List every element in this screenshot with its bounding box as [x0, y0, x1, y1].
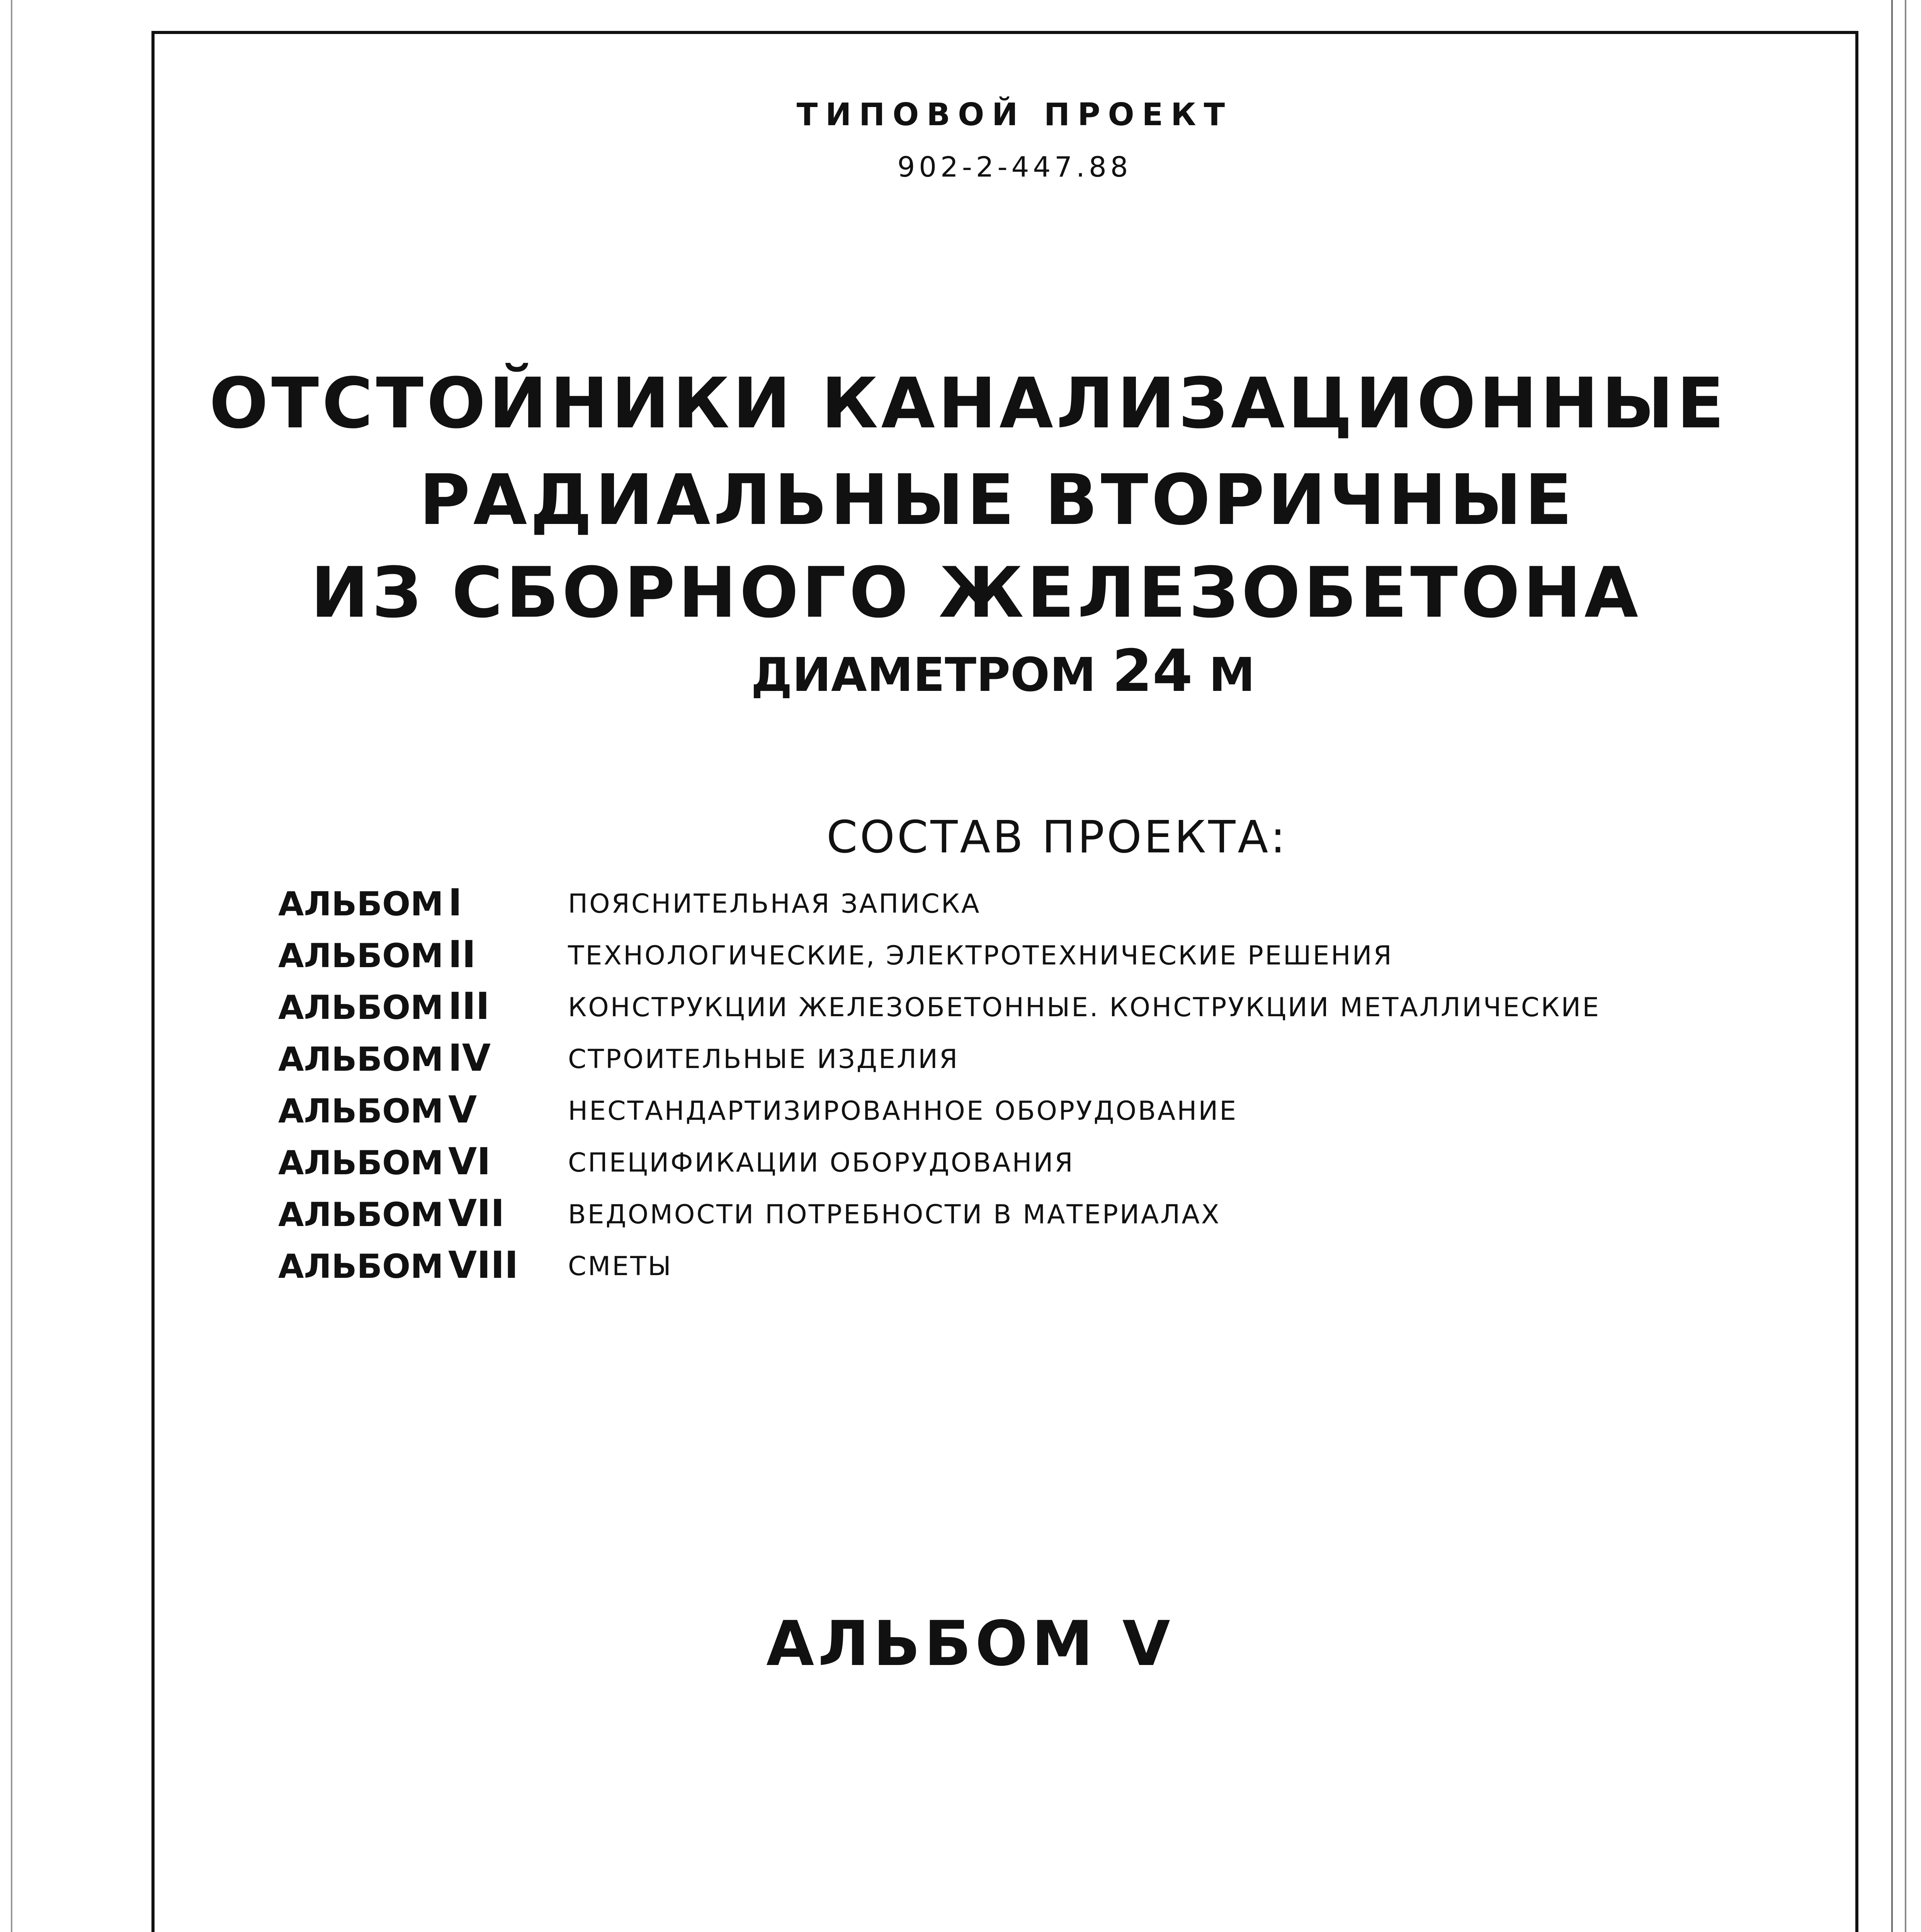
album-word: АЛЬБОМ: [278, 885, 444, 923]
album-description: СПЕЦИФИКАЦИИ ОБОРУДОВАНИЯ: [568, 1148, 1074, 1178]
album-number: II: [448, 933, 476, 976]
main-title-line3: ИЗ СБОРНОГО ЖЕЛЕЗОБЕТОНА: [310, 553, 1642, 633]
album-number: III: [448, 985, 490, 1028]
album-number: VI: [448, 1140, 491, 1183]
diameter-line: [0, 638, 1921, 705]
album-word: АЛЬБОМ: [278, 988, 444, 1027]
album-description: ВЕДОМОСТИ ПОТРЕБНОСТИ В МАТЕРИАЛАХ: [568, 1199, 1221, 1230]
album-number: VII: [448, 1192, 505, 1235]
album-description: СТРОИТЕЛЬНЫЕ ИЗДЕЛИЯ: [568, 1044, 959, 1075]
diameter-label: ДИАМЕТРОМ: [751, 648, 1096, 702]
diameter-value: 24: [1112, 638, 1193, 705]
album-description: ТЕХНОЛОГИЧЕСКИЕ, ЭЛЕКТРОТЕХНИЧЕСКИЕ РЕШЕНИЯ: [568, 940, 1393, 971]
album-description: СМЕТЫ: [568, 1251, 673, 1282]
album-number: IV: [448, 1036, 491, 1080]
album-word: АЛЬБОМ: [278, 1040, 444, 1079]
project-number: 902-2-447.88: [897, 151, 1132, 183]
album-word: АЛЬБОМ: [278, 1247, 444, 1286]
album-number: VIII: [448, 1243, 518, 1287]
album-description: ПОЯСНИТЕЛЬНАЯ ЗАПИСКА: [568, 889, 981, 919]
album-word: АЛЬБОМ: [278, 937, 444, 975]
diameter-unit: М: [1209, 648, 1255, 702]
album-number: I: [448, 881, 462, 924]
current-album-title: АЛЬБОМ V: [766, 1607, 1174, 1680]
album-number: V: [448, 1088, 477, 1131]
main-title-line1: ОТСТОЙНИКИ КАНАЛИЗАЦИОННЫЕ: [209, 363, 1727, 444]
album-description: НЕСТАНДАРТИЗИРОВАННОЕ ОБОРУДОВАНИЕ: [568, 1096, 1238, 1126]
album-word: АЛЬБОМ: [278, 1144, 444, 1182]
album-word: АЛЬБОМ: [278, 1092, 444, 1131]
album-description: КОНСТРУКЦИИ ЖЕЛЕЗОБЕТОННЫЕ. КОНСТРУКЦИИ МЕТАЛЛИЧЕСКИЕ: [568, 992, 1601, 1023]
album-word: АЛЬБОМ: [278, 1196, 444, 1234]
composition-title: СОСТАВ ПРОЕКТА:: [826, 811, 1288, 863]
main-title-line2: РАДИАЛЬНЫЕ ВТОРИЧНЫЕ: [419, 460, 1576, 541]
header-title: ТИПОВОЙ ПРОЕКТ: [796, 97, 1233, 133]
